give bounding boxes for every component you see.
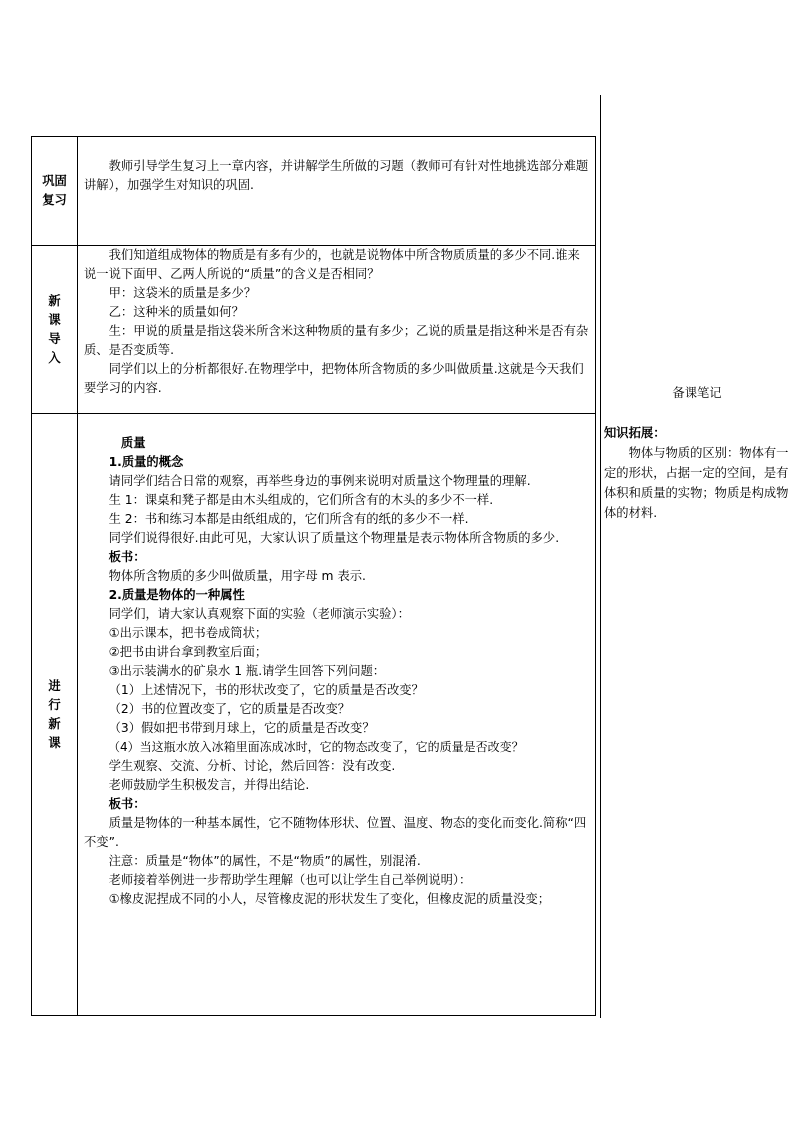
notes-heading: 知识拓展：	[604, 426, 666, 440]
lesson-line: 物体所含物质的多少叫做质量，用字母 m 表示.	[108, 569, 366, 583]
lesson-line: （3）假如把书带到月球上，它的质量是否改变？	[108, 721, 375, 735]
lesson-line: （2）书的位置改变了，它的质量是否改变？	[108, 702, 351, 716]
section-title: 质量	[120, 436, 146, 450]
board-label: 板书：	[108, 550, 146, 564]
page-divider-line	[600, 95, 601, 1018]
lesson-line: 同学们，请大家认真观察下面的实验（老师演示实验）：	[108, 607, 410, 621]
new-lesson-content	[78, 414, 596, 1016]
table-row-intro	[32, 246, 596, 414]
lesson-line: 请同学们结合日常的观察，再举些身边的事例来说明对质量这个物理量的理解.	[108, 474, 531, 488]
new-lesson-label: 进 行 新 课	[32, 414, 78, 1016]
table-row-new-lesson	[32, 414, 596, 1016]
lesson-line: 老师鼓励学生积极发言，并得出结论.	[108, 778, 310, 792]
lesson-line: ①橡皮泥捏成不同的小人，尽管橡皮泥的形状发生了变化，但橡皮泥的质量没变；	[108, 892, 551, 906]
lesson-line: 生 2：书和练习本都是由纸组成的，它们所含有的纸的多少不一样.	[108, 512, 469, 526]
lesson-line: ①出示课本，把书卷成筒状；	[108, 626, 268, 640]
lesson-line: 质量是物体的一种基本属性，它不随物体形状、位置、温度、物态的变化而变化.简称“四不变”.	[84, 816, 587, 849]
intro-paragraph: 同学们以上的分析都很好.在物理学中，把物体所含物质的多少叫做质量.这就是今天我们要学习的内容.	[84, 362, 584, 395]
lesson-line: 生 1：课桌和凳子都是由木头组成的，它们所含有的木头的多少不一样.	[108, 493, 494, 507]
board-label: 板书：	[108, 797, 146, 811]
lesson-line: ③出示装满水的矿泉水 1 瓶.请学生回答下列问题：	[108, 664, 386, 678]
lesson-line: ②把书由讲台拿到教室后面；	[108, 645, 268, 659]
review-label: 巩固 复习	[32, 137, 78, 246]
lesson-line: 注意：质量是“物体”的属性，不是“物质”的属性，别混淆.	[108, 854, 421, 868]
intro-paragraph: 生：甲说的质量是指这袋米所含米这种物质的量有多少；乙说的质量是指这种米是否有杂质、是否变质等.	[84, 324, 589, 357]
table-row-review	[32, 137, 596, 246]
intro-paragraph: 我们知道组成物体的物质是有多有少的，也就是说物体中所含物质质量的多少不同.谁来说一说下面甲、乙两人所说的“质量”的含义是否相同？	[84, 248, 580, 281]
lesson-line: 同学们说得很好.由此可见，大家认识了质量这个物理量是表示物体所含物质的多少.	[108, 531, 560, 545]
lesson-line: 老师接着举例进一步帮助学生理解（也可以让学生自己举例说明）：	[108, 873, 472, 887]
intro-paragraph: 乙：这种米的质量如何？	[108, 305, 244, 319]
intro-label: 新 课 导 入	[32, 246, 78, 414]
notes-title: 备课笔记	[672, 386, 722, 400]
subsection-heading: 1.质量的概念	[108, 455, 184, 469]
lesson-line: （4）当这瓶水放入冰箱里面冻成冰时，它的物态改变了，它的质量是否改变？	[108, 740, 524, 754]
review-content	[78, 137, 596, 246]
notes-text: 物体与物质的区别：物体有一定的形状，占据一定的空间，是有体积和质量的实物；物质是构成物体的材料.	[604, 446, 789, 520]
notes-panel	[604, 383, 790, 523]
intro-content	[78, 246, 596, 414]
review-text: 教师引导学生复习上一章内容，并讲解学生所做的习题（教师可有针对性地挑选部分难题讲解），加强学生对知识的巩固.	[84, 159, 589, 192]
lesson-line: 学生观察、交流、分析、讨论，然后回答：没有改变.	[108, 759, 396, 773]
intro-paragraph: 甲：这袋米的质量是多少？	[108, 286, 257, 300]
lesson-table	[31, 136, 596, 1016]
subsection-heading: 2.质量是物体的一种属性	[108, 588, 245, 602]
lesson-line: （1）上述情况下，书的形状改变了，它的质量是否改变？	[108, 683, 424, 697]
